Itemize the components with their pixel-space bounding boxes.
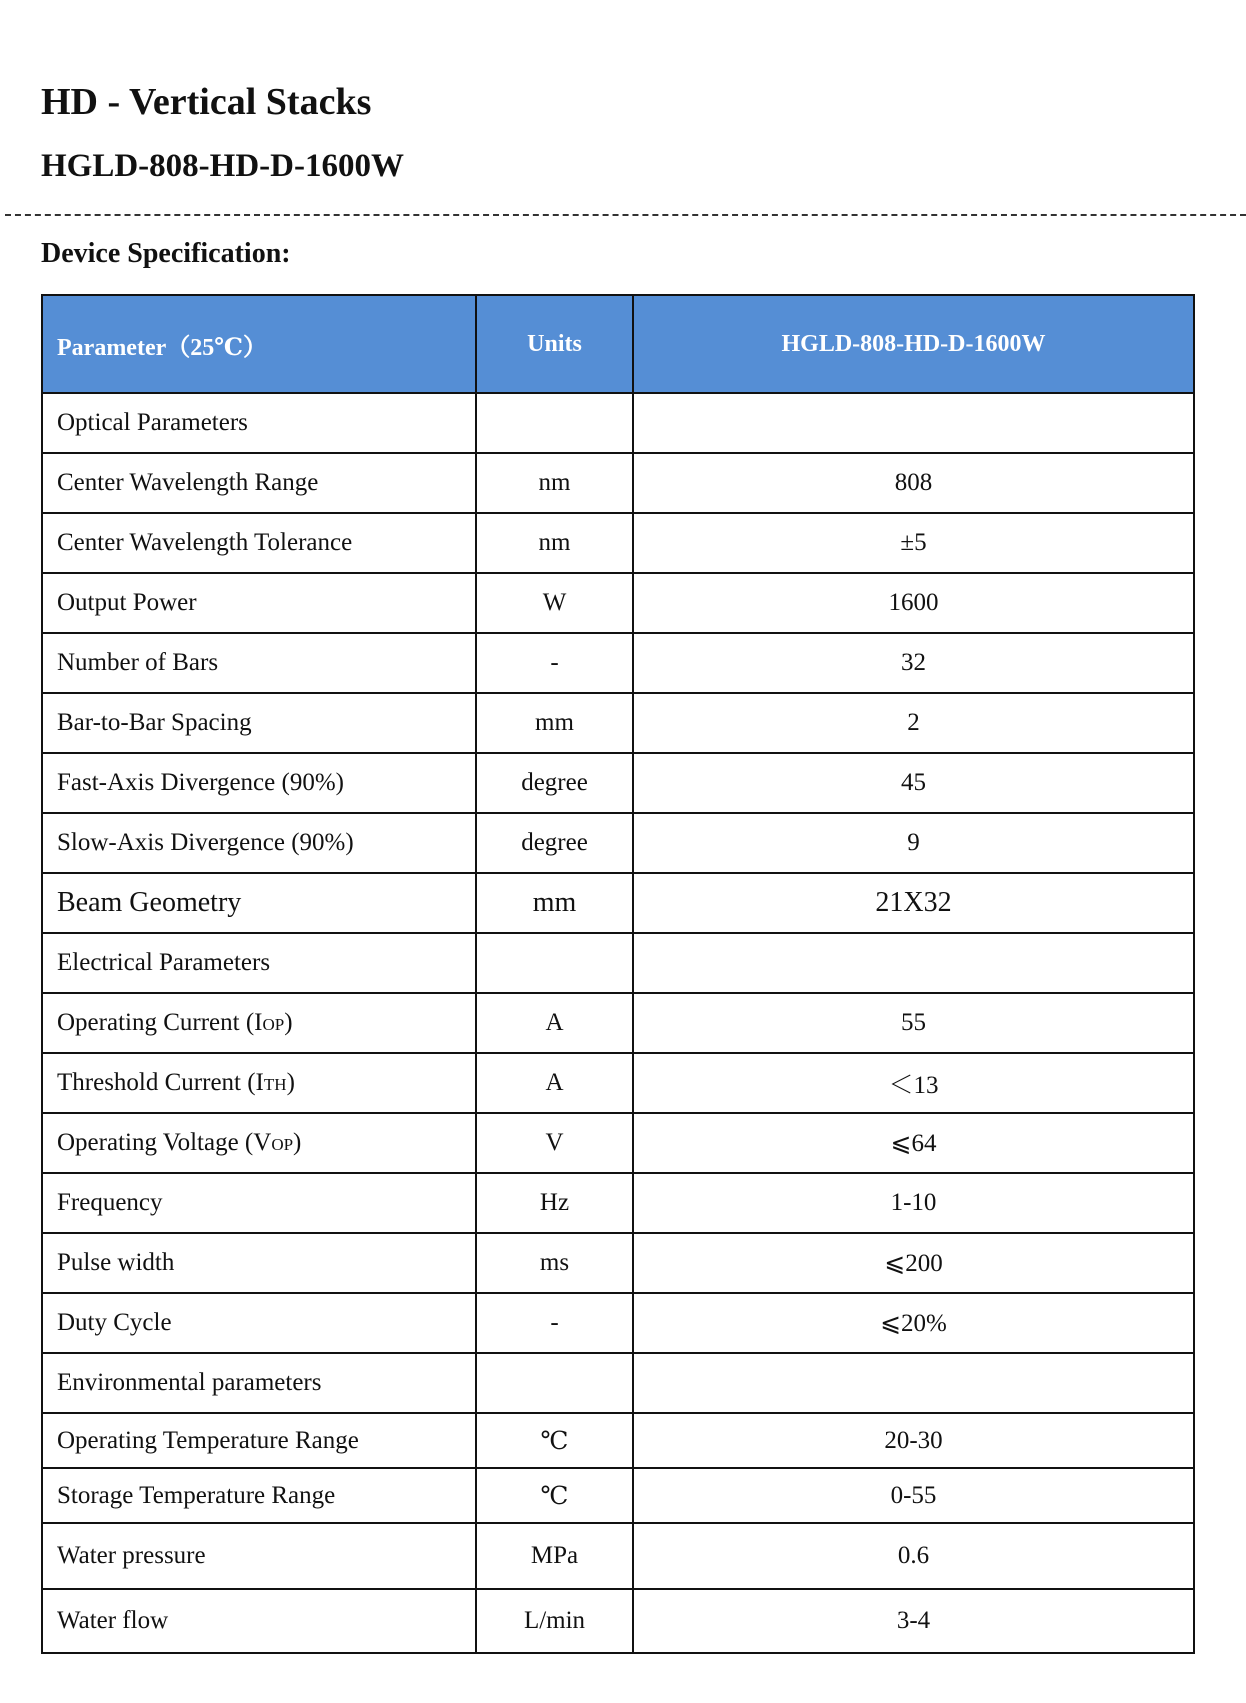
units-cell: A <box>476 993 633 1053</box>
section-row <box>42 933 1194 993</box>
param-text: Water flow <box>57 1607 169 1634</box>
value-cell: 0-55 <box>633 1468 1194 1523</box>
value-cell: 55 <box>633 993 1194 1053</box>
units-cell: ℃ <box>476 1468 633 1523</box>
table-row <box>42 1113 1194 1173</box>
value-cell: ±5 <box>633 513 1194 573</box>
param-cell <box>42 813 476 873</box>
value-cell: 1-10 <box>633 1173 1194 1233</box>
param-text: Operating Voltage (V <box>57 1129 272 1156</box>
value-cell: 20-30 <box>633 1413 1194 1468</box>
param-cell <box>42 1413 476 1468</box>
param-text: Number of Bars <box>57 649 219 676</box>
table-header <box>42 295 1194 393</box>
value-cell <box>633 393 1194 453</box>
value-cell: 0.6 <box>633 1523 1194 1589</box>
param-cell <box>42 1053 476 1113</box>
value-cell: 45 <box>633 753 1194 813</box>
units-cell: nm <box>476 513 633 573</box>
param-text: Environmental parameters <box>57 1369 322 1396</box>
param-text: Pulse width <box>57 1249 175 1276</box>
param-cell <box>42 453 476 513</box>
param-cell <box>42 513 476 573</box>
param-cell <box>42 1523 476 1589</box>
table-row <box>42 1233 1194 1293</box>
table-row <box>42 453 1194 513</box>
table-row <box>42 1468 1194 1523</box>
value-cell: 1600 <box>633 573 1194 633</box>
table-row <box>42 1589 1194 1653</box>
units-cell: Hz <box>476 1173 633 1233</box>
units-cell: mm <box>476 693 633 753</box>
param-text: Optical Parameters <box>57 409 248 436</box>
units-cell: ms <box>476 1233 633 1293</box>
param-text: Storage Temperature Range <box>57 1481 336 1509</box>
table-row <box>42 693 1194 753</box>
table-row <box>42 1173 1194 1233</box>
units-cell <box>476 933 633 993</box>
table-row <box>42 753 1194 813</box>
param-cell <box>42 1233 476 1293</box>
param-cell <box>42 1113 476 1173</box>
param-text: Frequency <box>57 1189 163 1216</box>
header-parameter: Parameter（25℃） <box>42 295 476 393</box>
table-row <box>42 1293 1194 1353</box>
model-title: HGLD-808-HD-D-1600W <box>41 148 404 184</box>
table-row <box>42 873 1194 933</box>
param-cell <box>42 933 476 993</box>
param-text: Bar-to-Bar Spacing <box>57 709 252 736</box>
table-row <box>42 813 1194 873</box>
param-text: Center Wavelength Tolerance <box>57 529 353 556</box>
units-cell <box>476 1353 633 1413</box>
param-text: Operating Temperature Range <box>57 1426 359 1454</box>
param-text: Center Wavelength Range <box>57 469 319 496</box>
param-cell <box>42 693 476 753</box>
param-subscript: TH <box>263 1075 287 1094</box>
param-tail: ) <box>284 1009 293 1036</box>
units-cell: mm <box>476 873 633 933</box>
param-cell <box>42 1468 476 1523</box>
units-cell: degree <box>476 753 633 813</box>
param-text: Fast-Axis Divergence (90%) <box>57 769 344 796</box>
units-cell: V <box>476 1113 633 1173</box>
param-cell <box>42 1589 476 1653</box>
param-cell <box>42 753 476 813</box>
dashed-divider <box>5 214 1246 216</box>
units-cell: nm <box>476 453 633 513</box>
value-cell: 3-4 <box>633 1589 1194 1653</box>
param-cell <box>42 393 476 453</box>
value-cell: ⩽64 <box>633 1113 1194 1173</box>
value-cell: 2 <box>633 693 1194 753</box>
value-cell: ⩽20% <box>633 1293 1194 1353</box>
param-cell <box>42 873 476 933</box>
param-cell <box>42 993 476 1053</box>
table-row <box>42 513 1194 573</box>
value-cell: ＜13 <box>633 1053 1194 1113</box>
param-text: Water pressure <box>57 1542 206 1569</box>
header-units: Units <box>476 295 633 393</box>
param-text: Duty Cycle <box>57 1309 172 1336</box>
value-cell: ⩽200 <box>633 1233 1194 1293</box>
param-tail: ) <box>293 1129 302 1156</box>
param-cell <box>42 633 476 693</box>
units-cell: - <box>476 633 633 693</box>
param-text: Beam Geometry <box>57 887 242 918</box>
units-cell: ℃ <box>476 1413 633 1468</box>
param-cell <box>42 1173 476 1233</box>
section-heading: Device Specification: <box>41 238 291 269</box>
section-row <box>42 393 1194 453</box>
table-row <box>42 993 1194 1053</box>
param-cell <box>42 1293 476 1353</box>
table-row <box>42 573 1194 633</box>
param-cell <box>42 573 476 633</box>
value-cell: 9 <box>633 813 1194 873</box>
units-cell: MPa <box>476 1523 633 1589</box>
table-row <box>42 1413 1194 1468</box>
units-cell: - <box>476 1293 633 1353</box>
value-cell: 808 <box>633 453 1194 513</box>
value-cell <box>633 933 1194 993</box>
param-subscript: OP <box>271 1135 294 1154</box>
param-tail: ) <box>286 1069 295 1096</box>
spec-table <box>41 294 1195 1654</box>
header-value: HGLD-808-HD-D-1600W <box>633 295 1194 393</box>
param-cell <box>42 1353 476 1413</box>
table-row <box>42 1053 1194 1113</box>
param-text: Output Power <box>57 589 197 616</box>
units-cell: degree <box>476 813 633 873</box>
table-row <box>42 1523 1194 1589</box>
units-cell: W <box>476 573 633 633</box>
param-text: Slow-Axis Divergence (90%) <box>57 829 354 856</box>
param-text: Threshold Current (I <box>57 1069 264 1096</box>
param-text: Operating Current (I <box>57 1009 263 1036</box>
param-subscript: OP <box>262 1015 285 1034</box>
units-cell: A <box>476 1053 633 1113</box>
units-cell: L/min <box>476 1589 633 1653</box>
section-row <box>42 1353 1194 1413</box>
value-cell <box>633 1353 1194 1413</box>
value-cell: 32 <box>633 633 1194 693</box>
param-text: Electrical Parameters <box>57 949 271 976</box>
page-title: HD - Vertical Stacks <box>41 81 372 123</box>
units-cell <box>476 393 633 453</box>
value-cell: 21X32 <box>633 873 1194 933</box>
table-row <box>42 633 1194 693</box>
